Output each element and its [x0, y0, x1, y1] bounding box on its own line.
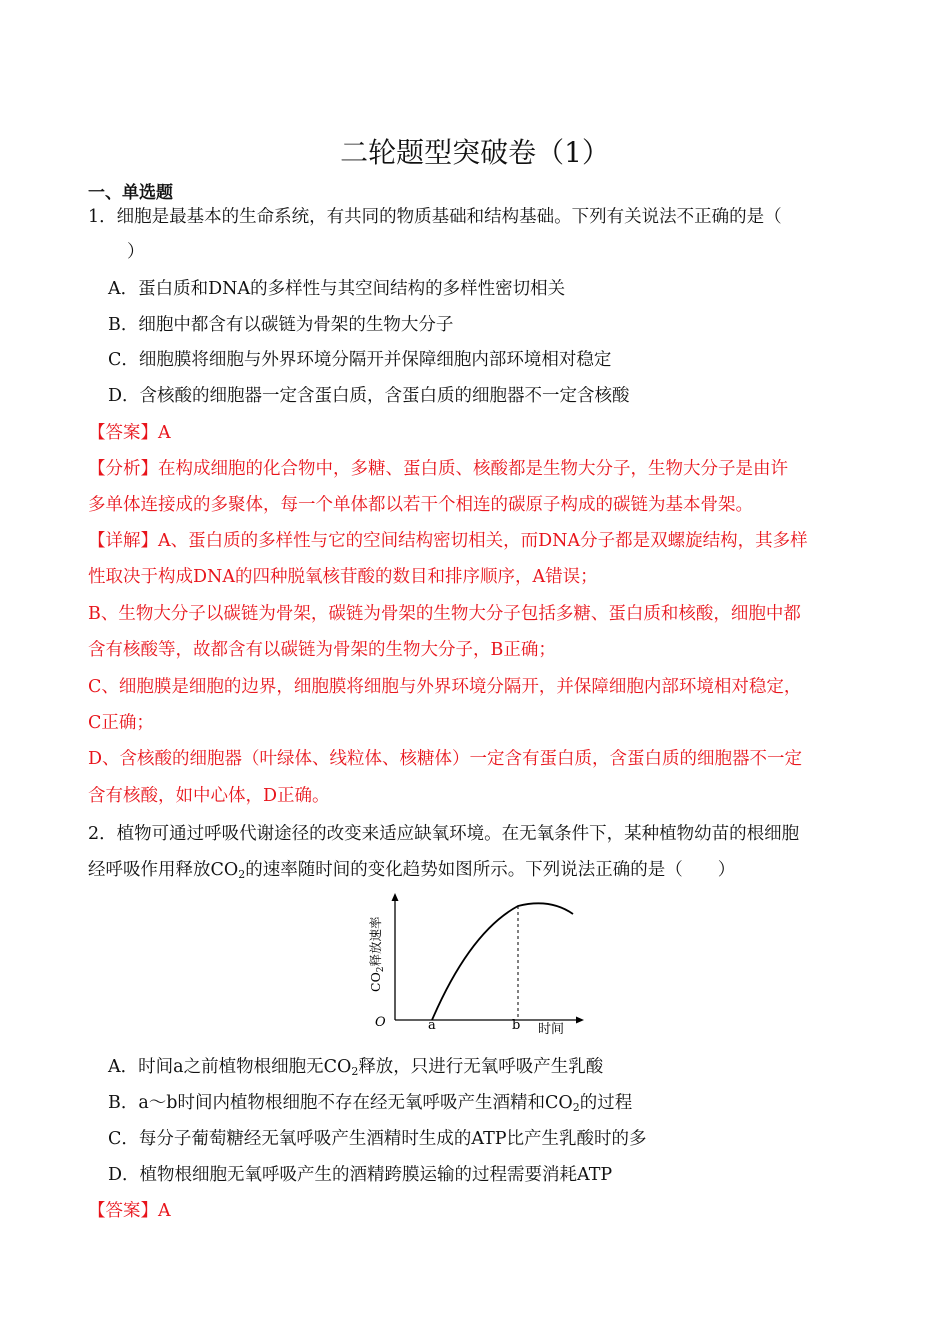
- q2-option-b: [108, 1089, 632, 1114]
- option-text: A．时间a之前植物根细胞无CO: [108, 1057, 352, 1077]
- subscript: 2: [572, 1101, 580, 1114]
- detail-text: A、蛋白质的多样性与它的空间结构密切相关，而DNA分子都是双螺旋结构，其多样: [158, 531, 808, 551]
- q1-detail-line4: 含有核酸等，故都含有以碳链为骨架的生物大分子，B正确；: [88, 640, 556, 660]
- analysis-text: 在构成细胞的化合物中，多糖、蛋白质、核酸都是生物大分子，生物大分子是由许: [158, 459, 788, 479]
- section-heading: 一、单选题: [88, 183, 173, 203]
- option-text: B．a～b时间内植物根细胞不存在经无氧呼吸产生酒精和CO: [108, 1093, 573, 1113]
- subscript: 2: [351, 1065, 359, 1078]
- q2-answer: [88, 1197, 171, 1222]
- q1-detail-line7: D、含核酸的细胞器（叶绿体、线粒体、核糖体）一定含有蛋白质，含蛋白质的细胞器不一定: [88, 749, 803, 769]
- q1-detail-line8: 含有核酸，如中心体，D正确。: [88, 786, 330, 806]
- answer-value: A: [158, 423, 171, 443]
- q2-stem-text-tail: 的速率随时间的变化趋势如图所示。下列说法正确的是（ ）: [245, 860, 736, 880]
- q2-option-a: [108, 1053, 603, 1078]
- co2-release-graph: [355, 892, 585, 1042]
- detail-label: 【详解】: [88, 531, 158, 551]
- q1-detail-line6: C正确；: [88, 713, 154, 733]
- q2-stem-line1: 2．植物可通过呼吸代谢途径的改变来适应缺氧环境。在无氧条件下，某种植物幼苗的根细胞: [88, 824, 800, 844]
- q1-detail-line1: [88, 527, 808, 552]
- q1-stem-line2: ）: [127, 242, 145, 262]
- answer-label: 【答案】: [88, 423, 158, 443]
- answer-value: A: [158, 1201, 171, 1221]
- tick-a-label: a: [428, 1018, 436, 1033]
- q1-detail-line3: B、生物大分子以碳链为骨架，碳链为骨架的生物大分子包括多糖、蛋白质和核酸，细胞中都: [88, 604, 801, 624]
- x-axis-label: 时间: [538, 1022, 565, 1037]
- q1-analysis-line1: [88, 455, 788, 480]
- answer-label: 【答案】: [88, 1201, 158, 1221]
- y-axis-label: $CO_2$释放速率: [368, 916, 386, 992]
- analysis-label: 【分析】: [88, 459, 158, 479]
- q1-option-c: C．细胞膜将细胞与外界环境分隔开并保障细胞内部环境相对稳定: [108, 350, 612, 370]
- q2-option-c: C．每分子葡萄糖经无氧呼吸产生酒精时生成的ATP比产生乳酸时的多: [108, 1129, 647, 1149]
- origin-label: O: [375, 1015, 386, 1030]
- q1-option-a: A．蛋白质和DNA的多样性与其空间结构的多样性密切相关: [108, 279, 566, 299]
- tick-b-label: b: [512, 1018, 521, 1033]
- q1-detail-line2: 性取决于构成DNA的四种脱氧核苷酸的数目和排序顺序，A错误；: [88, 567, 598, 587]
- q1-analysis-line2: 多单体连接成的多聚体，每一个单体都以若干个相连的碳原子构成的碳链为基本骨架。: [88, 495, 753, 515]
- q2-stem-line2: [88, 856, 735, 881]
- option-text-tail: 的过程: [579, 1093, 633, 1113]
- co2-rate-curve: [432, 903, 573, 1020]
- option-text-tail: 释放，只进行无氧呼吸产生乳酸: [358, 1057, 604, 1077]
- q2-option-d: D．植物根细胞无氧呼吸产生的酒精跨膜运输的过程需要消耗ATP: [108, 1165, 613, 1185]
- q1-answer: [88, 419, 171, 444]
- subscript: 2: [238, 868, 246, 881]
- x-axis-arrow: [576, 1017, 584, 1024]
- y-axis-arrow: [392, 893, 399, 901]
- q1-stem-line1: 1．细胞是最基本的生命系统，有共同的物质基础和结构基础。下列有关说法不正确的是（: [88, 207, 782, 227]
- q1-option-d: D．含核酸的细胞器一定含蛋白质，含蛋白质的细胞器不一定含核酸: [108, 386, 630, 406]
- q2-stem-text: 经呼吸作用释放CO: [88, 860, 239, 880]
- q1-detail-line5: C、细胞膜是细胞的边界，细胞膜将细胞与外界环境分隔开，并保障细胞内部环境相对稳定，: [88, 677, 802, 697]
- q1-option-b: B．细胞中都含有以碳链为骨架的生物大分子: [108, 315, 454, 335]
- page-title: 二轮题型突破卷（1）: [340, 136, 610, 169]
